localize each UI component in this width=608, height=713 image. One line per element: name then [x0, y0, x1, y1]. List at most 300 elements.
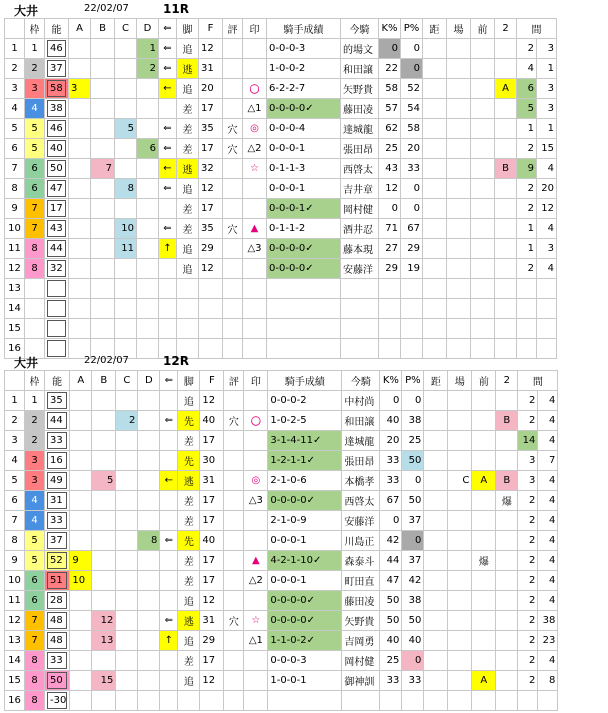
horse-number: 16 [5, 691, 25, 711]
mark-cell: △1 [244, 631, 268, 651]
rank-d-cell: 1 [137, 39, 159, 59]
rank-c-cell [116, 651, 138, 671]
f-cell [200, 691, 224, 711]
arrow-cell [159, 259, 177, 279]
horse-number: 1 [5, 391, 25, 411]
ability-value: 44 [47, 240, 66, 257]
rank-b-cell [91, 179, 115, 199]
second-cell [495, 39, 517, 59]
table-row [5, 551, 558, 571]
rank-d-cell [138, 551, 160, 571]
rank-d-cell [137, 259, 159, 279]
p-percent-cell: 54 [401, 99, 423, 119]
mark-cell [244, 451, 268, 471]
second-cell [496, 431, 518, 451]
col-header-ba: 場 [448, 371, 472, 391]
jockey-name-cell: 的場文 [341, 39, 379, 59]
ability-cell [45, 411, 70, 431]
p-percent-cell: 0 [401, 39, 423, 59]
style-cell: 差 [177, 119, 199, 139]
rank-d-cell [138, 471, 160, 491]
rank-c-cell [115, 259, 137, 279]
col-header-shirushi: 印 [243, 19, 267, 39]
style-cell: 先 [178, 451, 200, 471]
p-percent-cell: 29 [401, 239, 423, 259]
jockey-name-cell: 和田譲 [341, 59, 379, 79]
col-header-kishu: 騎手成績 [268, 371, 342, 391]
second-cell [495, 219, 517, 239]
arrow-cell [160, 671, 178, 691]
rank-c-cell [116, 551, 138, 571]
interval-1-cell: 2 [517, 139, 537, 159]
ability-value: 50 [47, 160, 66, 177]
f-cell: 17 [199, 99, 223, 119]
rank-d-cell [138, 671, 160, 691]
race1-venue: 大井 [14, 4, 39, 18]
arrow-cell [159, 99, 177, 119]
arrow-cell [160, 551, 178, 571]
eval-cell [223, 199, 243, 219]
interval-2-cell [537, 299, 557, 319]
eval-cell [224, 391, 244, 411]
ability-value: 33 [47, 512, 67, 529]
race2-number: 12R [163, 354, 189, 368]
f-cell: 17 [199, 139, 223, 159]
rank-d-cell [138, 571, 160, 591]
style-cell: 追 [178, 591, 200, 611]
jockey-name-cell: 安藤洋 [342, 511, 380, 531]
f-cell: 17 [200, 431, 224, 451]
ability-value: 49 [47, 472, 67, 489]
eval-cell: 穴 [224, 411, 244, 431]
interval-2-cell: 4 [538, 591, 558, 611]
table-row [5, 279, 557, 299]
table-row [5, 491, 558, 511]
p-percent-cell: 38 [402, 411, 424, 431]
style-cell: 差 [178, 431, 200, 451]
rank-b-cell [92, 691, 116, 711]
horse-number: 4 [5, 451, 25, 471]
interval-1-cell: 2 [517, 199, 537, 219]
col-header-mae: 前 [471, 19, 495, 39]
jockey-record-cell: 0-0-0-0✓ [268, 491, 342, 511]
distance-cell [424, 531, 448, 551]
col-header-c: C [115, 19, 137, 39]
ability-cell [45, 511, 70, 531]
f-cell: 12 [200, 671, 224, 691]
ability-value: 43 [47, 220, 66, 237]
interval-2-cell: 3 [537, 239, 557, 259]
mark-cell [244, 431, 268, 451]
interval-1-cell: 2 [518, 571, 538, 591]
course-cell [448, 631, 472, 651]
rank-d-cell [138, 491, 160, 511]
col-header-nou: 能 [45, 19, 69, 39]
jockey-name-cell: 矢野貴 [341, 79, 379, 99]
table-row [5, 79, 557, 99]
race2-header [0, 354, 608, 370]
p-percent-cell: 0 [402, 531, 424, 551]
rank-b-cell: 13 [92, 631, 116, 651]
horse-number: 4 [5, 99, 25, 119]
col-header-ni: 2 [496, 371, 518, 391]
arrow-cell: ⇐ [160, 611, 178, 631]
rank-b-cell [92, 451, 116, 471]
ability-value: 35 [47, 392, 67, 409]
arrow-cell: ← [159, 79, 177, 99]
style-cell: 追 [178, 391, 200, 411]
ability-value [47, 280, 66, 297]
style-cell: 差 [177, 99, 199, 119]
course-cell [448, 611, 472, 631]
rank-a-cell [70, 531, 92, 551]
arrow-cell [160, 391, 178, 411]
rank-b-cell [91, 239, 115, 259]
rank-a-cell [70, 651, 92, 671]
arrow-cell [159, 299, 177, 319]
col-header-ma: 間 [517, 19, 557, 39]
distance-cell [423, 79, 447, 99]
ability-value: 38 [47, 100, 66, 117]
rank-a-cell [70, 471, 92, 491]
style-cell [178, 691, 200, 711]
col-header-a: A [70, 371, 92, 391]
rank-d-cell: 6 [137, 139, 159, 159]
horse-number: 3 [5, 431, 25, 451]
waku-cell [25, 279, 45, 299]
rank-a-cell [70, 591, 92, 611]
table-row [5, 319, 557, 339]
rank-c-cell [115, 59, 137, 79]
rank-c-cell: 8 [115, 179, 137, 199]
table-row [5, 631, 558, 651]
ability-cell [45, 491, 70, 511]
rank-d-cell [137, 299, 159, 319]
jockey-name-cell: 和田譲 [342, 411, 380, 431]
interval-2-cell: 12 [537, 199, 557, 219]
eval-cell [223, 299, 243, 319]
rank-c-cell [115, 279, 137, 299]
f-cell [199, 299, 223, 319]
interval-2-cell: 4 [538, 411, 558, 431]
course-cell [448, 431, 472, 451]
col-header-hyo: 評 [224, 371, 244, 391]
race1-header [0, 2, 608, 18]
jockey-name-cell: 岡村健 [341, 199, 379, 219]
jockey-record-cell: 0-0-0-2 [268, 391, 342, 411]
prev-cell [471, 119, 495, 139]
arrow-cell: ⇐ [159, 119, 177, 139]
jockey-name-cell: 張田昂 [341, 139, 379, 159]
rank-b-cell [91, 299, 115, 319]
rank-d-cell [138, 631, 160, 651]
rank-a-cell: 9 [70, 551, 92, 571]
arrow-cell [160, 491, 178, 511]
col-header-kyo: 距 [424, 371, 448, 391]
interval-2-cell: 7 [538, 451, 558, 471]
interval-2-cell: 38 [538, 611, 558, 631]
distance-cell [424, 451, 448, 471]
style-cell: 差 [178, 491, 200, 511]
course-cell [448, 571, 472, 591]
rank-a-cell [69, 59, 91, 79]
rank-b-cell [91, 319, 115, 339]
interval-1-cell: 2 [518, 511, 538, 531]
interval-2-cell: 4 [538, 511, 558, 531]
prev-cell [472, 611, 496, 631]
style-cell: 追 [177, 239, 199, 259]
f-cell: 17 [200, 651, 224, 671]
horse-number: 15 [5, 671, 25, 691]
interval-2-cell: 8 [538, 671, 558, 691]
rank-d-cell [137, 319, 159, 339]
col-header-hyo: 評 [223, 19, 243, 39]
mark-cell: △3 [243, 239, 267, 259]
mark-cell: 〇 [243, 79, 267, 99]
jockey-record-cell: 4-2-1-10✓ [268, 551, 342, 571]
jockey-record-cell: 0-0-0-3 [268, 651, 342, 671]
waku-cell: 8 [25, 259, 45, 279]
p-percent-cell [401, 319, 423, 339]
mark-cell: △1 [243, 99, 267, 119]
horse-number: 1 [5, 39, 25, 59]
arrow-cell [160, 651, 178, 671]
course-cell [448, 691, 472, 711]
table-row [5, 611, 558, 631]
course-cell: C [448, 471, 472, 491]
ability-cell [45, 651, 70, 671]
second-cell [496, 451, 518, 471]
distance-cell [424, 671, 448, 691]
prev-cell [471, 259, 495, 279]
second-cell [496, 651, 518, 671]
k-percent-cell: 0 [379, 199, 401, 219]
rank-d-cell [138, 431, 160, 451]
eval-cell [224, 631, 244, 651]
eval-cell [224, 591, 244, 611]
second-cell: B [496, 471, 518, 491]
waku-cell: 1 [25, 39, 45, 59]
arrow-cell [160, 591, 178, 611]
eval-cell: 穴 [223, 119, 243, 139]
p-percent-cell: 67 [401, 219, 423, 239]
race2-table [4, 370, 558, 711]
ability-value: 33 [47, 652, 67, 669]
rank-a-cell [69, 99, 91, 119]
rank-b-cell [92, 431, 116, 451]
k-percent-cell: 12 [379, 179, 401, 199]
rank-d-cell [138, 591, 160, 611]
distance-cell [424, 551, 448, 571]
horse-number: 9 [5, 551, 25, 571]
rank-b-cell [92, 551, 116, 571]
horse-number: 11 [5, 239, 25, 259]
rank-d-cell [138, 691, 160, 711]
col-header-p: P% [402, 371, 424, 391]
eval-cell [224, 471, 244, 491]
table-row [5, 531, 558, 551]
interval-1-cell: 2 [518, 391, 538, 411]
eval-cell [224, 551, 244, 571]
rank-c-cell [115, 319, 137, 339]
rank-a-cell: 3 [69, 79, 91, 99]
k-percent-cell: 40 [380, 411, 402, 431]
rank-a-cell [69, 139, 91, 159]
ability-value: 33 [47, 432, 67, 449]
header-row [5, 19, 557, 39]
ability-value: 47 [47, 180, 66, 197]
eval-cell [224, 511, 244, 531]
rank-b-cell [91, 99, 115, 119]
table-row [5, 199, 557, 219]
prev-cell [472, 431, 496, 451]
second-cell [495, 259, 517, 279]
f-cell: 40 [200, 411, 224, 431]
interval-1-cell: 14 [518, 431, 538, 451]
jockey-name-cell [341, 299, 379, 319]
f-cell: 17 [200, 551, 224, 571]
mark-cell: ◎ [244, 471, 268, 491]
distance-cell [423, 239, 447, 259]
interval-2-cell: 4 [538, 491, 558, 511]
second-cell [496, 511, 518, 531]
rank-b-cell: 15 [92, 671, 116, 691]
arrow-cell [159, 279, 177, 299]
eval-cell [223, 79, 243, 99]
course-cell [447, 179, 471, 199]
course-cell [447, 139, 471, 159]
k-percent-cell: 0 [379, 39, 401, 59]
waku-cell: 1 [25, 391, 45, 411]
interval-2-cell: 4 [538, 431, 558, 451]
k-percent-cell [380, 691, 402, 711]
arrow-cell: ↑ [159, 239, 177, 259]
col-header-p: P% [401, 19, 423, 39]
horse-number: 12 [5, 611, 25, 631]
waku-cell: 6 [25, 571, 45, 591]
distance-cell [423, 219, 447, 239]
mark-cell [243, 259, 267, 279]
rank-a-cell [70, 491, 92, 511]
distance-cell [424, 491, 448, 511]
waku-cell: 8 [25, 671, 45, 691]
ability-cell [45, 199, 69, 219]
rank-b-cell [91, 199, 115, 219]
rank-b-cell: 12 [92, 611, 116, 631]
arrow-cell [160, 691, 178, 711]
col-header-ni: 2 [495, 19, 517, 39]
ability-cell [45, 631, 70, 651]
waku-cell [25, 319, 45, 339]
second-cell: A [495, 79, 517, 99]
eval-cell [223, 319, 243, 339]
interval-2-cell: 23 [538, 631, 558, 651]
mark-cell [244, 671, 268, 691]
ability-value: 31 [47, 492, 67, 509]
jockey-record-cell: 2-1-0-6 [268, 471, 342, 491]
jockey-record-cell [267, 279, 341, 299]
mark-cell: △2 [244, 571, 268, 591]
rank-c-cell [116, 511, 138, 531]
col-header-k: K% [380, 371, 402, 391]
ability-cell [45, 531, 70, 551]
arrow-cell: ⇐ [159, 179, 177, 199]
interval-2-cell [537, 319, 557, 339]
second-cell [495, 179, 517, 199]
eval-cell: 穴 [223, 219, 243, 239]
rank-b-cell [92, 391, 116, 411]
col-header-kyaku: 脚 [178, 371, 200, 391]
k-percent-cell: 29 [379, 259, 401, 279]
distance-cell [424, 611, 448, 631]
k-percent-cell: 47 [380, 571, 402, 591]
col-header-d: D [138, 371, 160, 391]
header-row [5, 371, 558, 391]
jockey-name-cell: 張田昂 [342, 451, 380, 471]
rank-a-cell [69, 219, 91, 239]
style-cell: 追 [178, 631, 200, 651]
rank-a-cell [70, 451, 92, 471]
prev-cell [471, 239, 495, 259]
race1-number: 11R [163, 2, 189, 16]
rank-c-cell [116, 611, 138, 631]
k-percent-cell: 0 [380, 511, 402, 531]
table-row [5, 671, 558, 691]
rank-d-cell [138, 651, 160, 671]
race1-table [4, 18, 557, 359]
ability-value: 50 [47, 672, 67, 689]
style-cell [177, 299, 199, 319]
waku-cell: 3 [25, 79, 45, 99]
rank-b-cell [91, 139, 115, 159]
f-cell: 29 [199, 239, 223, 259]
prev-cell [472, 691, 496, 711]
prev-cell [472, 591, 496, 611]
distance-cell [423, 319, 447, 339]
ability-cell [45, 551, 70, 571]
rank-c-cell [116, 591, 138, 611]
mark-cell [243, 179, 267, 199]
distance-cell [424, 571, 448, 591]
f-cell [199, 279, 223, 299]
rank-b-cell [92, 491, 116, 511]
second-cell [495, 119, 517, 139]
col-header-blank [5, 371, 25, 391]
table-row [5, 691, 558, 711]
col-header-kyo: 距 [423, 19, 447, 39]
course-cell [448, 511, 472, 531]
rank-a-cell: 10 [70, 571, 92, 591]
interval-1-cell [517, 319, 537, 339]
jockey-record-cell [267, 319, 341, 339]
p-percent-cell: 38 [402, 591, 424, 611]
interval-2-cell: 3 [537, 39, 557, 59]
prev-cell: A [472, 671, 496, 691]
col-header-imaki: 今騎 [342, 371, 380, 391]
table-row [5, 511, 558, 531]
rank-c-cell [115, 299, 137, 319]
rank-d-cell [137, 199, 159, 219]
eval-cell: 穴 [223, 139, 243, 159]
ability-cell [45, 279, 69, 299]
waku-cell: 4 [25, 491, 45, 511]
jockey-record-cell [267, 299, 341, 319]
style-cell: 追 [177, 79, 199, 99]
rank-c-cell [116, 671, 138, 691]
jockey-record-cell: 0-0-0-1 [267, 139, 341, 159]
jockey-name-cell: 藤田凌 [341, 99, 379, 119]
interval-1-cell: 2 [518, 631, 538, 651]
